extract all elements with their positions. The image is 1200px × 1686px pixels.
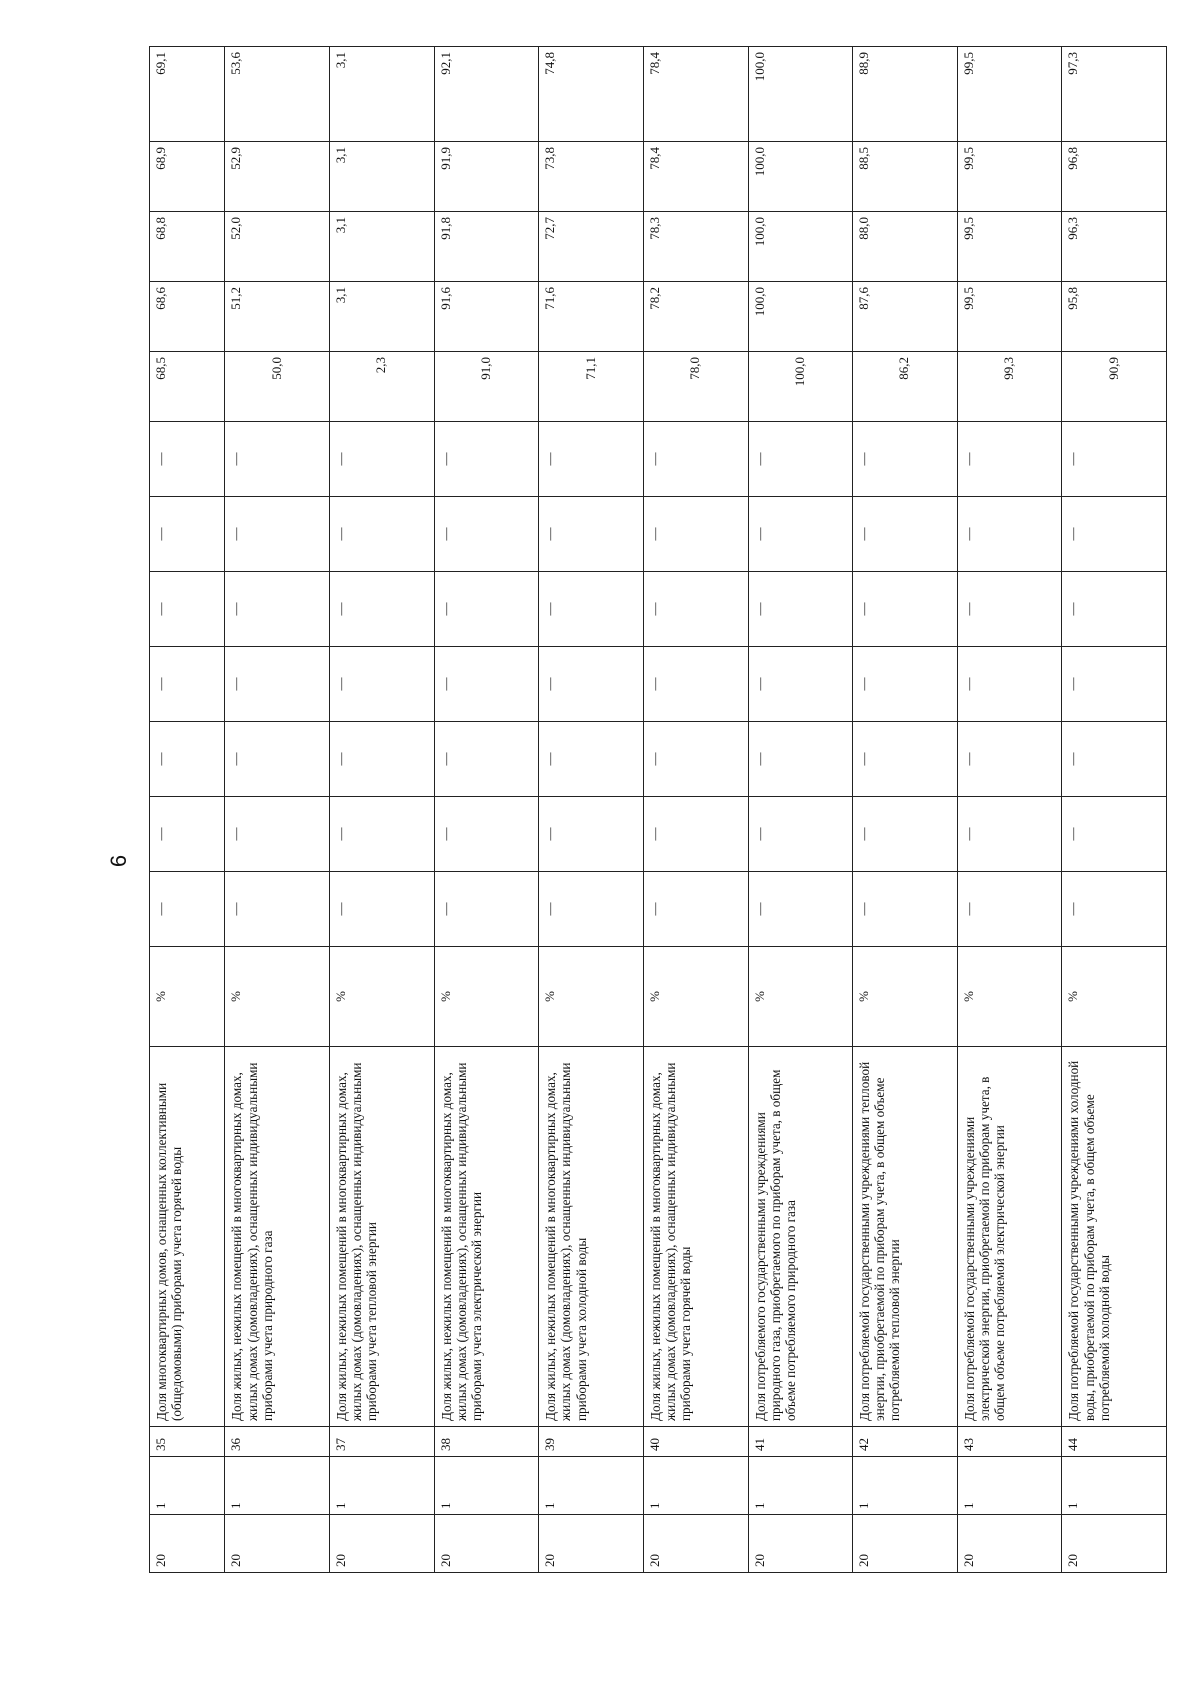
unit-cell: %	[539, 947, 644, 1047]
empty-value-dash: —	[434, 797, 539, 872]
empty-value-dash: —	[748, 422, 853, 497]
target-value-cell: 69,1	[150, 47, 225, 142]
target-value-cell: 99,5	[957, 212, 1062, 282]
unit-cell: %	[957, 947, 1062, 1047]
empty-value-dash: —	[434, 572, 539, 647]
empty-value-dash: —	[957, 872, 1062, 947]
section-code-cell: 20	[434, 1515, 539, 1573]
target-value-cell: 71,1	[539, 352, 644, 422]
unit-cell: %	[748, 947, 853, 1047]
part-cell: 1	[225, 1457, 330, 1515]
row-number-cell: 44	[1062, 1427, 1167, 1457]
section-code-cell: 20	[330, 1515, 435, 1573]
target-value-cell: 3,1	[330, 47, 435, 142]
target-value-cell: 87,6	[853, 282, 958, 352]
target-value-cell: 88,9	[853, 47, 958, 142]
empty-value-dash: —	[1062, 797, 1167, 872]
part-cell: 1	[150, 1457, 225, 1515]
target-value-cell: 99,5	[957, 142, 1062, 212]
empty-value-dash: —	[853, 647, 958, 722]
part-cell: 1	[539, 1457, 644, 1515]
empty-value-dash: —	[150, 872, 225, 947]
empty-value-dash: —	[957, 422, 1062, 497]
target-value-cell: 78,4	[643, 142, 748, 212]
empty-value-dash: —	[330, 872, 435, 947]
part-cell: 1	[748, 1457, 853, 1515]
empty-value-dash: —	[225, 647, 330, 722]
indicator-name-cell: Доля жилых, нежилых помещений в многоквартирных домах, жилых домах (домовладениях), оснащенных индивидуальными приборами учета горячей воды	[643, 1047, 748, 1427]
target-value-cell: 91,9	[434, 142, 539, 212]
part-cell: 1	[434, 1457, 539, 1515]
empty-value-dash: —	[957, 797, 1062, 872]
table-row	[225, 47, 330, 1573]
empty-value-dash: —	[150, 422, 225, 497]
target-value-cell: 68,9	[150, 142, 225, 212]
empty-value-dash: —	[748, 497, 853, 572]
table-row	[434, 47, 539, 1573]
empty-value-dash: —	[748, 722, 853, 797]
empty-value-dash: —	[748, 647, 853, 722]
target-value-cell: 97,3	[1062, 47, 1167, 142]
indicators-table	[149, 46, 1167, 1573]
target-value-cell: 92,1	[434, 47, 539, 142]
target-value-cell: 51,2	[225, 282, 330, 352]
table-row	[748, 47, 853, 1573]
indicator-name-cell: Доля жилых, нежилых помещений в многоквартирных домах, жилых домах (домовладениях), оснащенных индивидуальными приборами учета электрической энергии	[434, 1047, 539, 1427]
target-value-cell: 68,6	[150, 282, 225, 352]
empty-value-dash: —	[330, 497, 435, 572]
target-value-cell: 99,5	[957, 282, 1062, 352]
target-value-cell: 53,6	[225, 47, 330, 142]
empty-value-dash: —	[1062, 572, 1167, 647]
row-number-cell: 36	[225, 1427, 330, 1457]
target-value-cell: 71,6	[539, 282, 644, 352]
indicator-name-cell: Доля жилых, нежилых помещений в многоквартирных домах, жилых домах (домовладениях), оснащенных индивидуальными приборами учета природного газа	[225, 1047, 330, 1427]
empty-value-dash: —	[330, 647, 435, 722]
empty-value-dash: —	[434, 872, 539, 947]
empty-value-dash: —	[150, 722, 225, 797]
target-value-cell: 78,4	[643, 47, 748, 142]
empty-value-dash: —	[643, 422, 748, 497]
indicator-name-cell: Доля жилых, нежилых помещений в многоквартирных домах, жилых домах (домовладениях), оснащенных индивидуальными приборами учета тепловой энергии	[330, 1047, 435, 1427]
unit-cell: %	[225, 947, 330, 1047]
target-value-cell: 95,8	[1062, 282, 1167, 352]
section-code-cell: 20	[225, 1515, 330, 1573]
empty-value-dash: —	[150, 797, 225, 872]
target-value-cell: 3,1	[330, 142, 435, 212]
unit-cell: %	[330, 947, 435, 1047]
table-row	[1062, 47, 1167, 1573]
section-code-cell: 20	[853, 1515, 958, 1573]
row-number-cell: 35	[150, 1427, 225, 1457]
target-value-cell: 96,3	[1062, 212, 1167, 282]
unit-cell: %	[853, 947, 958, 1047]
empty-value-dash: —	[1062, 497, 1167, 572]
indicator-name-cell: Доля многоквартирных домов, оснащенных коллективными (общедомовыми) приборами учета горячей воды	[150, 1047, 225, 1427]
row-number-cell: 38	[434, 1427, 539, 1457]
empty-value-dash: —	[539, 797, 644, 872]
target-value-cell: 68,8	[150, 212, 225, 282]
empty-value-dash: —	[643, 722, 748, 797]
section-code-cell: 20	[957, 1515, 1062, 1573]
unit-cell: %	[643, 947, 748, 1047]
empty-value-dash: —	[643, 872, 748, 947]
target-value-cell: 99,3	[957, 352, 1062, 422]
target-value-cell: 74,8	[539, 47, 644, 142]
empty-value-dash: —	[539, 422, 644, 497]
empty-value-dash: —	[853, 797, 958, 872]
empty-value-dash: —	[853, 872, 958, 947]
empty-value-dash: —	[853, 422, 958, 497]
row-number-cell: 40	[643, 1427, 748, 1457]
target-value-cell: 88,5	[853, 142, 958, 212]
empty-value-dash: —	[957, 572, 1062, 647]
empty-value-dash: —	[643, 797, 748, 872]
section-code-cell: 20	[539, 1515, 644, 1573]
row-number-cell: 42	[853, 1427, 958, 1457]
part-cell: 1	[330, 1457, 435, 1515]
empty-value-dash: —	[853, 722, 958, 797]
table-row	[150, 47, 225, 1573]
indicator-name-cell: Доля потребляемой государственными учреждениями холодной воды, приобретаемой по приборам учета, в общем объеме потребляемой холодной воды	[1062, 1047, 1167, 1427]
target-value-cell: 88,0	[853, 212, 958, 282]
target-value-cell: 100,0	[748, 352, 853, 422]
target-value-cell: 96,8	[1062, 142, 1167, 212]
indicator-name-cell: Доля потребляемого государственными учреждениями природного газа, приобретаемого по приборам учета, в общем объеме потребляемого природного газа	[748, 1047, 853, 1427]
table-body	[150, 47, 1167, 1573]
empty-value-dash: —	[957, 722, 1062, 797]
row-number-cell: 43	[957, 1427, 1062, 1457]
target-value-cell: 2,3	[330, 352, 435, 422]
indicator-name-cell: Доля потребляемой государственными учреждениями тепловой энергии, приобретаемой по приборам учета, в общем объеме потребляемой тепловой энергии	[853, 1047, 958, 1427]
empty-value-dash: —	[330, 722, 435, 797]
indicator-name-cell: Доля жилых, нежилых помещений в многоквартирных домах, жилых домах (домовладениях), оснащенных индивидуальными приборами учета холодной воды	[539, 1047, 644, 1427]
target-value-cell: 86,2	[853, 352, 958, 422]
target-value-cell: 78,3	[643, 212, 748, 282]
target-value-cell: 100,0	[748, 142, 853, 212]
empty-value-dash: —	[1062, 722, 1167, 797]
empty-value-dash: —	[539, 572, 644, 647]
table-row	[957, 47, 1062, 1573]
page-number: 6	[106, 854, 131, 868]
empty-value-dash: —	[643, 647, 748, 722]
unit-cell: %	[1062, 947, 1167, 1047]
row-number-cell: 41	[748, 1427, 853, 1457]
empty-value-dash: —	[748, 572, 853, 647]
table-row	[539, 47, 644, 1573]
empty-value-dash: —	[643, 572, 748, 647]
target-value-cell: 50,0	[225, 352, 330, 422]
part-cell: 1	[957, 1457, 1062, 1515]
empty-value-dash: —	[539, 872, 644, 947]
empty-value-dash: —	[225, 722, 330, 797]
part-cell: 1	[853, 1457, 958, 1515]
empty-value-dash: —	[1062, 872, 1167, 947]
indicator-name-cell: Доля потребляемой государственными учреждениями электрической энергии, приобретаемой по приборам учета, в общем объеме потребляемой электрической энергии	[957, 1047, 1062, 1427]
row-number-cell: 39	[539, 1427, 644, 1457]
empty-value-dash: —	[225, 497, 330, 572]
target-value-cell: 91,8	[434, 212, 539, 282]
empty-value-dash: —	[150, 497, 225, 572]
target-value-cell: 78,0	[643, 352, 748, 422]
empty-value-dash: —	[539, 722, 644, 797]
target-value-cell: 52,9	[225, 142, 330, 212]
target-value-cell: 73,8	[539, 142, 644, 212]
empty-value-dash: —	[643, 497, 748, 572]
empty-value-dash: —	[225, 572, 330, 647]
empty-value-dash: —	[434, 647, 539, 722]
empty-value-dash: —	[330, 797, 435, 872]
rotated-table-frame	[149, 52, 1167, 1573]
table-row	[853, 47, 958, 1573]
empty-value-dash: —	[225, 422, 330, 497]
target-value-cell: 68,5	[150, 352, 225, 422]
empty-value-dash: —	[748, 872, 853, 947]
section-code-cell: 20	[643, 1515, 748, 1573]
target-value-cell: 3,1	[330, 212, 435, 282]
unit-cell: %	[150, 947, 225, 1047]
target-value-cell: 91,6	[434, 282, 539, 352]
empty-value-dash: —	[330, 572, 435, 647]
table-rotator	[149, 52, 1167, 1573]
empty-value-dash: —	[957, 497, 1062, 572]
row-number-cell: 37	[330, 1427, 435, 1457]
empty-value-dash: —	[225, 797, 330, 872]
empty-value-dash: —	[539, 647, 644, 722]
target-value-cell: 99,5	[957, 47, 1062, 142]
target-value-cell: 90,9	[1062, 352, 1167, 422]
target-value-cell: 52,0	[225, 212, 330, 282]
target-value-cell: 91,0	[434, 352, 539, 422]
empty-value-dash: —	[853, 572, 958, 647]
part-cell: 1	[643, 1457, 748, 1515]
empty-value-dash: —	[150, 647, 225, 722]
section-code-cell: 20	[150, 1515, 225, 1573]
empty-value-dash: —	[150, 572, 225, 647]
empty-value-dash: —	[434, 497, 539, 572]
target-value-cell: 72,7	[539, 212, 644, 282]
empty-value-dash: —	[1062, 647, 1167, 722]
empty-value-dash: —	[853, 497, 958, 572]
empty-value-dash: —	[434, 722, 539, 797]
empty-value-dash: —	[434, 422, 539, 497]
target-value-cell: 100,0	[748, 47, 853, 142]
empty-value-dash: —	[539, 497, 644, 572]
target-value-cell: 78,2	[643, 282, 748, 352]
part-cell: 1	[1062, 1457, 1167, 1515]
section-code-cell: 20	[1062, 1515, 1167, 1573]
target-value-cell: 3,1	[330, 282, 435, 352]
section-code-cell: 20	[748, 1515, 853, 1573]
unit-cell: %	[434, 947, 539, 1047]
target-value-cell: 100,0	[748, 282, 853, 352]
empty-value-dash: —	[1062, 422, 1167, 497]
empty-value-dash: —	[748, 797, 853, 872]
empty-value-dash: —	[330, 422, 435, 497]
target-value-cell: 100,0	[748, 212, 853, 282]
table-row	[330, 47, 435, 1573]
table-row	[643, 47, 748, 1573]
empty-value-dash: —	[957, 647, 1062, 722]
empty-value-dash: —	[225, 872, 330, 947]
